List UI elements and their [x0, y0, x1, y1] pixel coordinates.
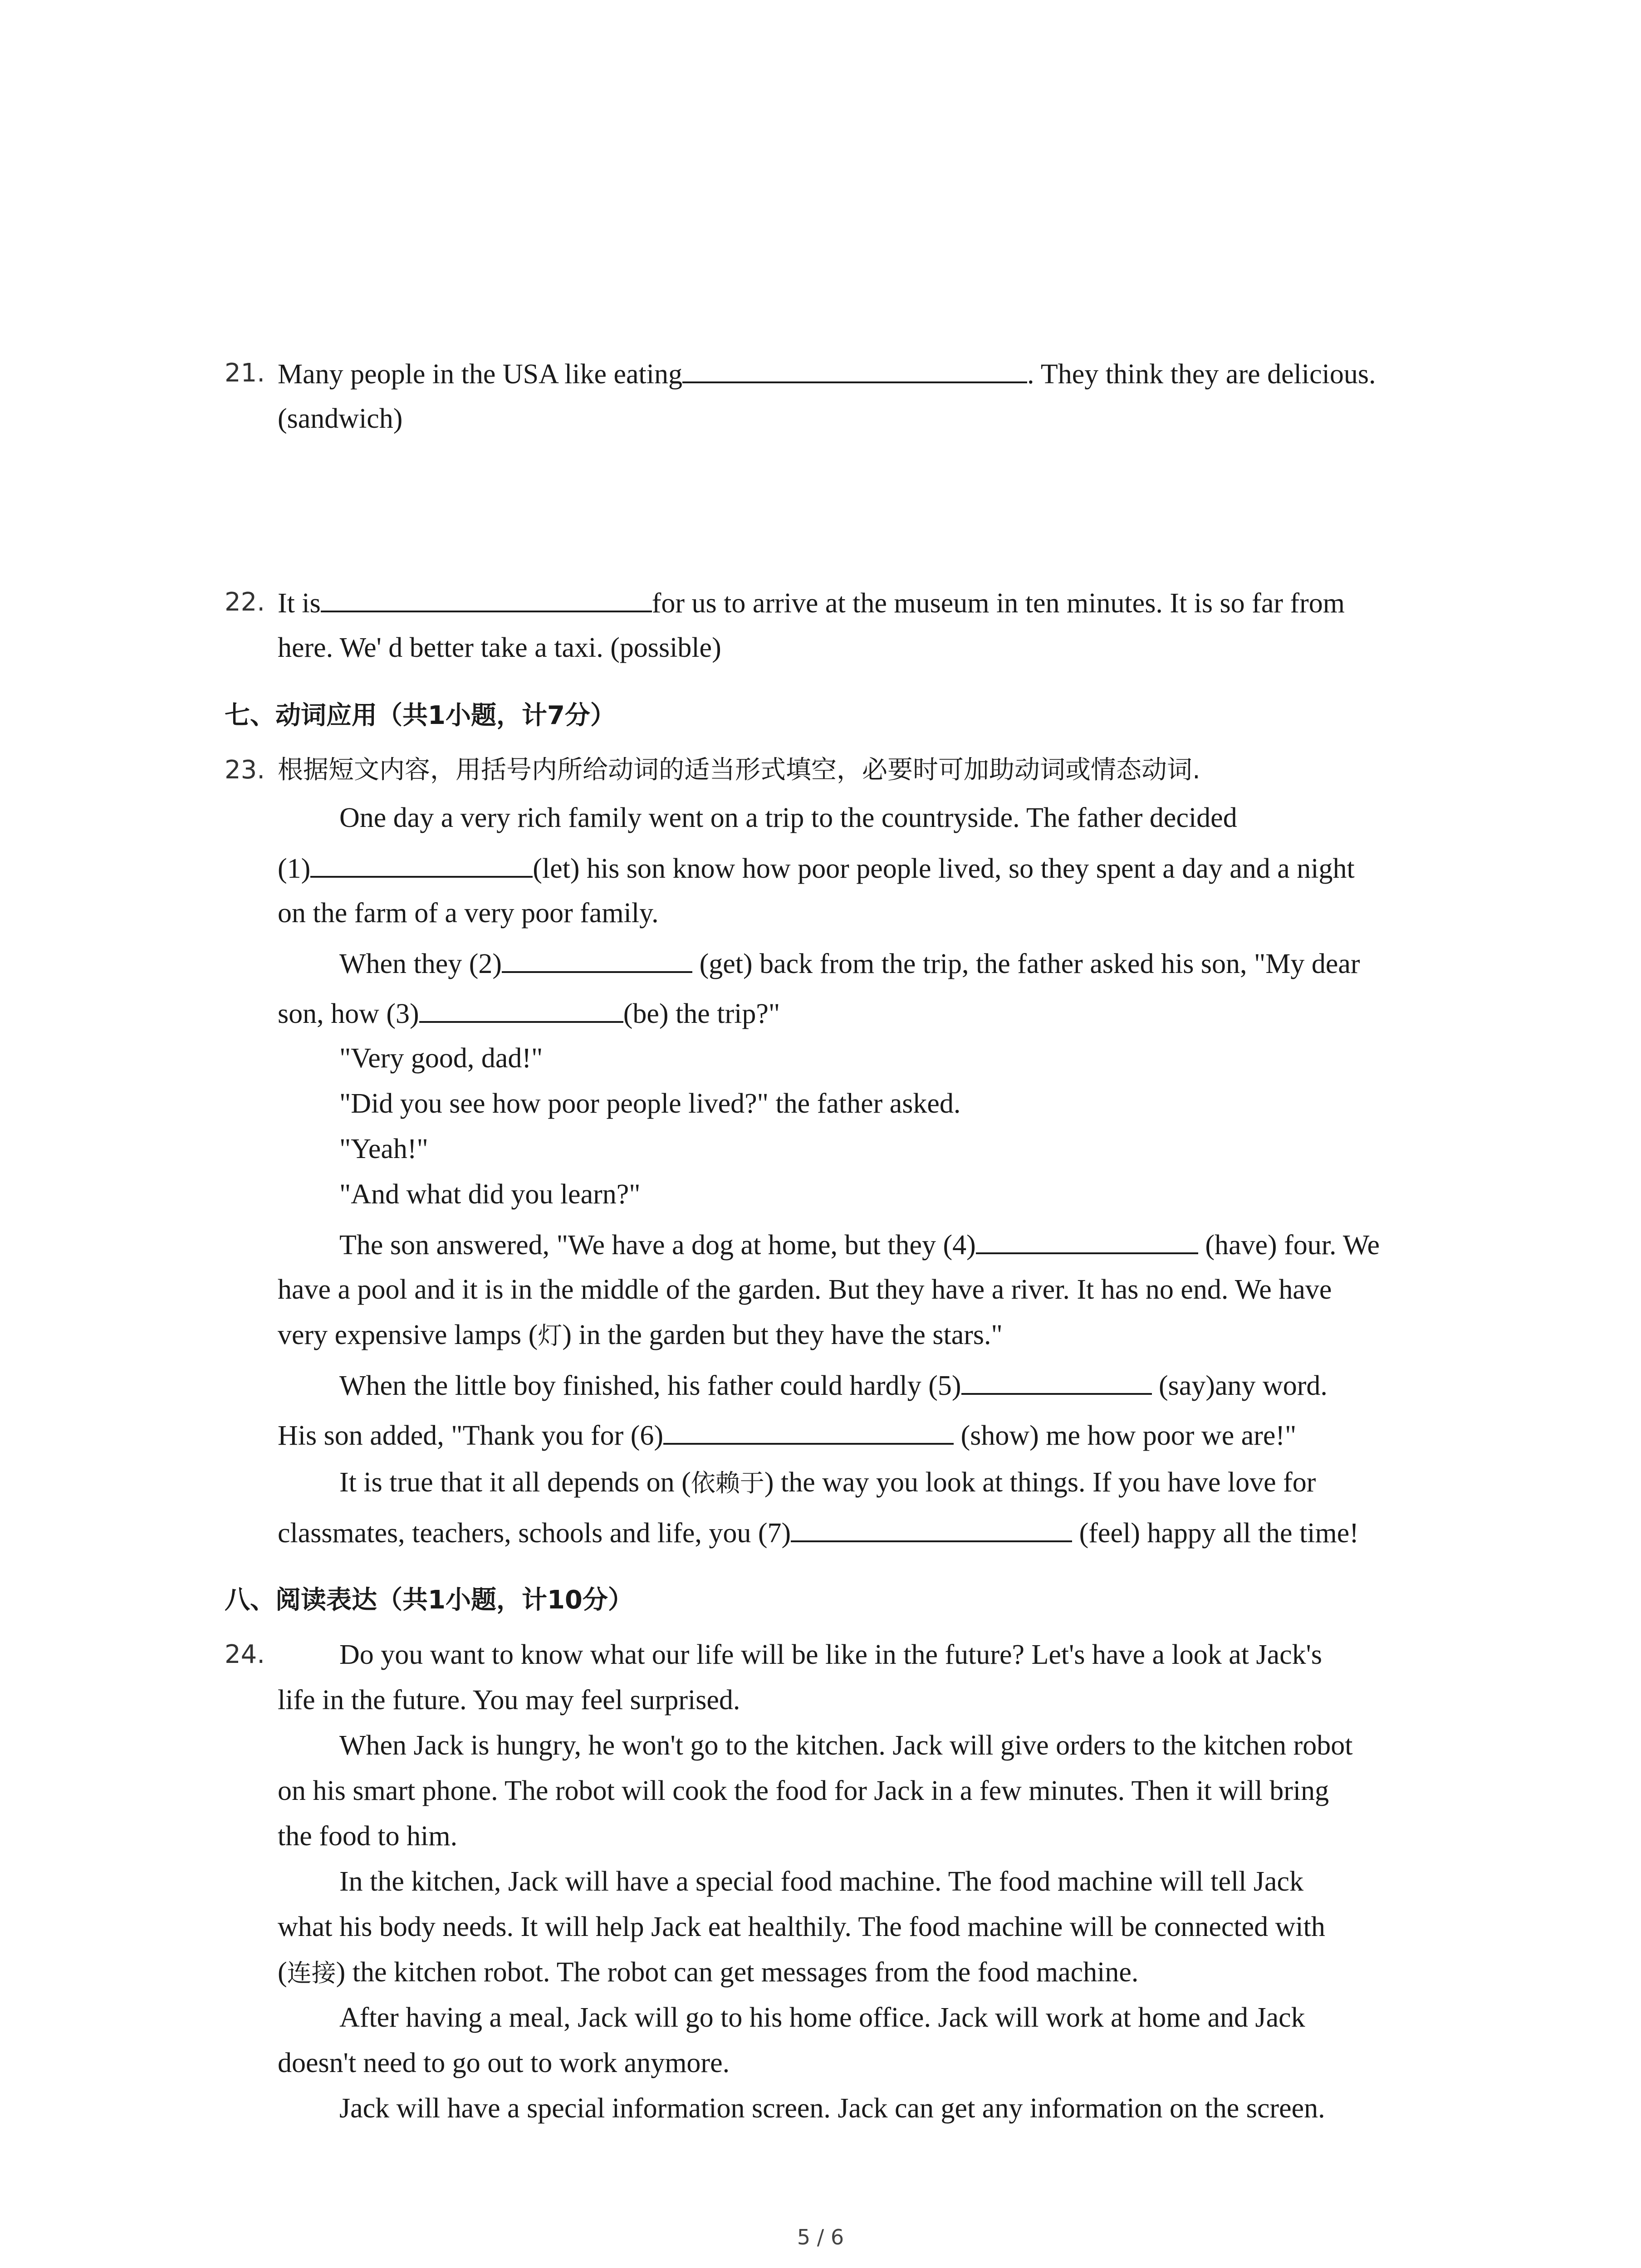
q21-answer-blank[interactable]: [682, 356, 1027, 383]
page-number: 5 / 6: [797, 2225, 844, 2249]
q23-blank-3[interactable]: [419, 996, 623, 1023]
q23-instruction: 根据短文内容，用括号内所给动词的适当形式填空，必要时可加助动词或情态动词.: [278, 755, 1200, 785]
q23-blank-2[interactable]: [502, 946, 692, 973]
q23-line-6: "Very good, dad!": [339, 1043, 543, 1074]
q23-line-9: "And what did you learn?": [339, 1179, 641, 1210]
q23-line-1: One day a very rich family went on a trip to the countryside. The father decided: [339, 802, 1237, 833]
q24-line-11: Jack will have a special information screen. Jack can get any information on the screen.: [339, 2093, 1325, 2124]
q21-text-after: . They think they are delicious.: [1027, 359, 1376, 390]
q24-line-5: the food to him.: [278, 1821, 458, 1852]
q22-line-2: here. We' d better take a taxi. (possible): [278, 632, 721, 663]
q24-line-3: When Jack is hungry, he won't go to the kitchen. Jack will give orders to the kitchen robot: [339, 1730, 1353, 1761]
q23-blank-5[interactable]: [961, 1368, 1152, 1395]
q23-line-5: son, how (3) (be) the trip?": [278, 996, 780, 1031]
q24-line-2: life in the future. You may feel surprised.: [278, 1685, 740, 1716]
question-number-22: 22.: [225, 587, 265, 617]
q22-answer-blank[interactable]: [321, 585, 652, 612]
q23-blank-7[interactable]: [791, 1515, 1072, 1542]
q23-line-2: (1) (let) his son know how poor people lived, so they spent a day and a night: [278, 850, 1355, 886]
q23-line-8: "Yeah!": [339, 1134, 428, 1164]
section-8-title: 八、阅读表达（共1小题，计10分）: [225, 1585, 633, 1615]
q23-line-14: His son added, "Thank you for (6) (show) me how poor we are!": [278, 1418, 1296, 1453]
question-number-21: 21.: [225, 358, 265, 388]
question-number-23: 23.: [225, 755, 265, 785]
q24-line-1: Do you want to know what our life will be like in the future? Let's have a look at Jack's: [339, 1639, 1322, 1670]
q24-line-10: doesn't need to go out to work anymore.: [278, 2048, 730, 2078]
q24-line-6: In the kitchen, Jack will have a special food machine. The food machine will tell Jack: [339, 1866, 1304, 1897]
q23-blank-1[interactable]: [310, 850, 533, 878]
q23-line-11: have a pool and it is in the middle of the garden. But they have a river. It has no end. We have: [278, 1274, 1332, 1305]
q23-line-10: The son answered, "We have a dog at home, but they (4) (have) four. We: [339, 1227, 1380, 1262]
section-7-title: 七、动词应用（共1小题，计7分）: [225, 701, 616, 730]
q22-text-before: It is: [278, 588, 321, 619]
q21-hint: (sandwich): [278, 403, 403, 434]
q23-line-13: When the little boy finished, his father could hardly (5) (say)any word.: [339, 1368, 1327, 1403]
q23-line-16: classmates, teachers, schools and life, you (7) (feel) happy all the time!: [278, 1515, 1359, 1550]
q22-text-after: for us to arrive at the museum in ten minutes. It is so far from: [652, 588, 1345, 619]
question-number-24: 24.: [225, 1640, 265, 1669]
q24-line-7: what his body needs. It will help Jack eat healthily. The food machine will be connected with: [278, 1911, 1325, 1942]
q23-line-7: "Did you see how poor people lived?" the father asked.: [339, 1088, 961, 1119]
q24-line-8: (连接) the kitchen robot. The robot can get messages from the food machine.: [278, 1957, 1139, 1988]
q22-line-1: [278, 585, 1345, 621]
q23-line-15: It is true that it all depends on (依赖于) the way you look at things. If you have love for: [339, 1467, 1316, 1498]
q21-text-before: Many people in the USA like eating: [278, 359, 682, 390]
q23-line-3: on the farm of a very poor family.: [278, 898, 659, 929]
q21-line-1: [278, 356, 1376, 391]
q24-line-9: After having a meal, Jack will go to his home office. Jack will work at home and Jack: [339, 2002, 1305, 2033]
q23-blank-4[interactable]: [976, 1227, 1198, 1254]
q23-line-12: very expensive lamps (灯) in the garden but they have the stars.": [278, 1320, 1003, 1350]
q23-blank-6[interactable]: [663, 1418, 954, 1445]
q23-line-4: When they (2) (get) back from the trip, the father asked his son, "My dear: [339, 946, 1360, 981]
q24-line-4: on his smart phone. The robot will cook the food for Jack in a few minutes. Then it will bring: [278, 1775, 1329, 1806]
